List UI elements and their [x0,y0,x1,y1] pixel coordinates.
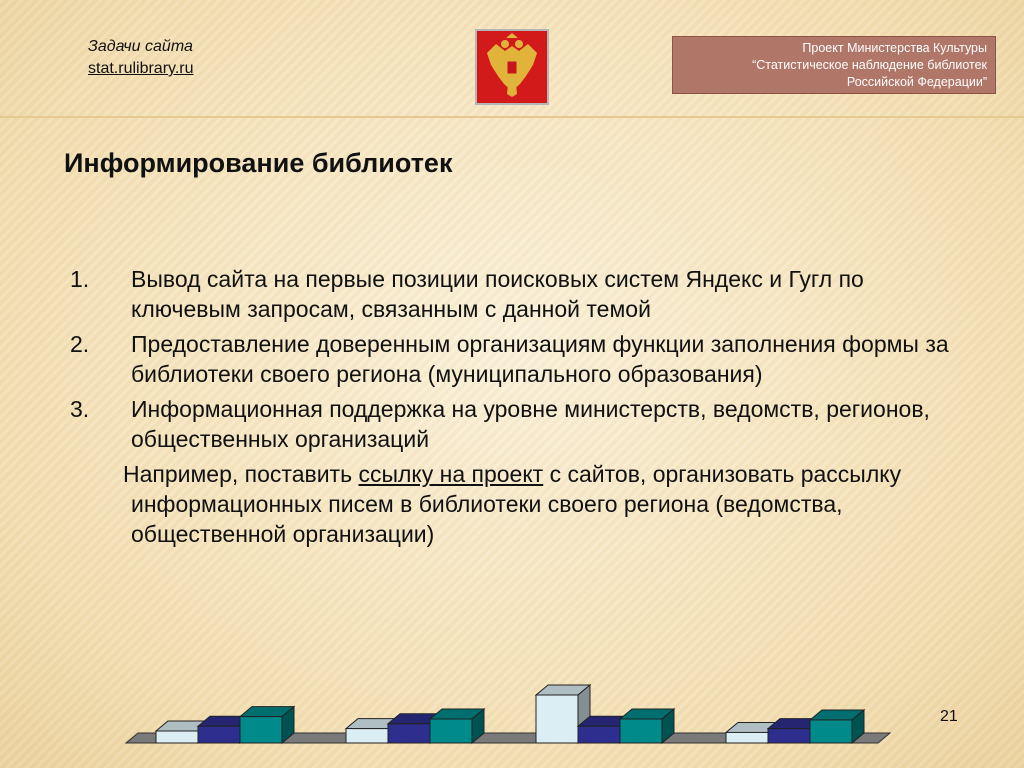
chart-bar [810,710,864,743]
chart-bar [430,709,484,743]
slide-title: Информирование библиотек [64,148,453,178]
page-number: 21 [940,708,958,725]
note-prefix: Например, поставить [123,461,359,487]
item-text: Предоставление доверенным организациям функции заполнения формы за библиотеки своего региона (муниципального образования) [131,331,949,387]
project-link[interactable]: ссылку на проект [358,461,544,487]
project-line-2: “Статистическое наблюдение библиотек [752,58,987,72]
list-item [70,394,970,454]
item-number: 3. [70,396,90,422]
chart-bar [240,707,294,743]
decorative-bar-chart [120,676,900,748]
site-task-label: Задачи сайта [88,38,193,55]
item-number: 1. [70,266,90,292]
list-item [70,329,970,389]
site-url-link[interactable]: stat.rulibrary.ru [88,60,194,77]
coat-of-arms-icon [474,28,550,106]
project-line-1: Проект Министерства Культуры [802,41,987,55]
project-banner [672,36,996,94]
list-item [70,264,970,324]
example-note [70,459,970,549]
site-info [88,36,194,80]
item-number: 2. [70,331,90,357]
item-text: Вывод сайта на первые позиции поисковых систем Яндекс и Гугл по ключевым запросам, связанным с данной темой [131,266,864,322]
note-suffix: с сайтов, организовать рассылку информационных писем в библиотеки своего региона (ведомства, общественной организации) [131,461,902,547]
project-line-3: Российской Федерации” [846,75,987,89]
item-text: Информационная поддержка на уровне министерств, ведомств, регионов, общественных организаций [131,396,930,452]
slide-body [70,264,970,549]
chart-bar [620,709,674,743]
header-divider [0,116,1024,118]
